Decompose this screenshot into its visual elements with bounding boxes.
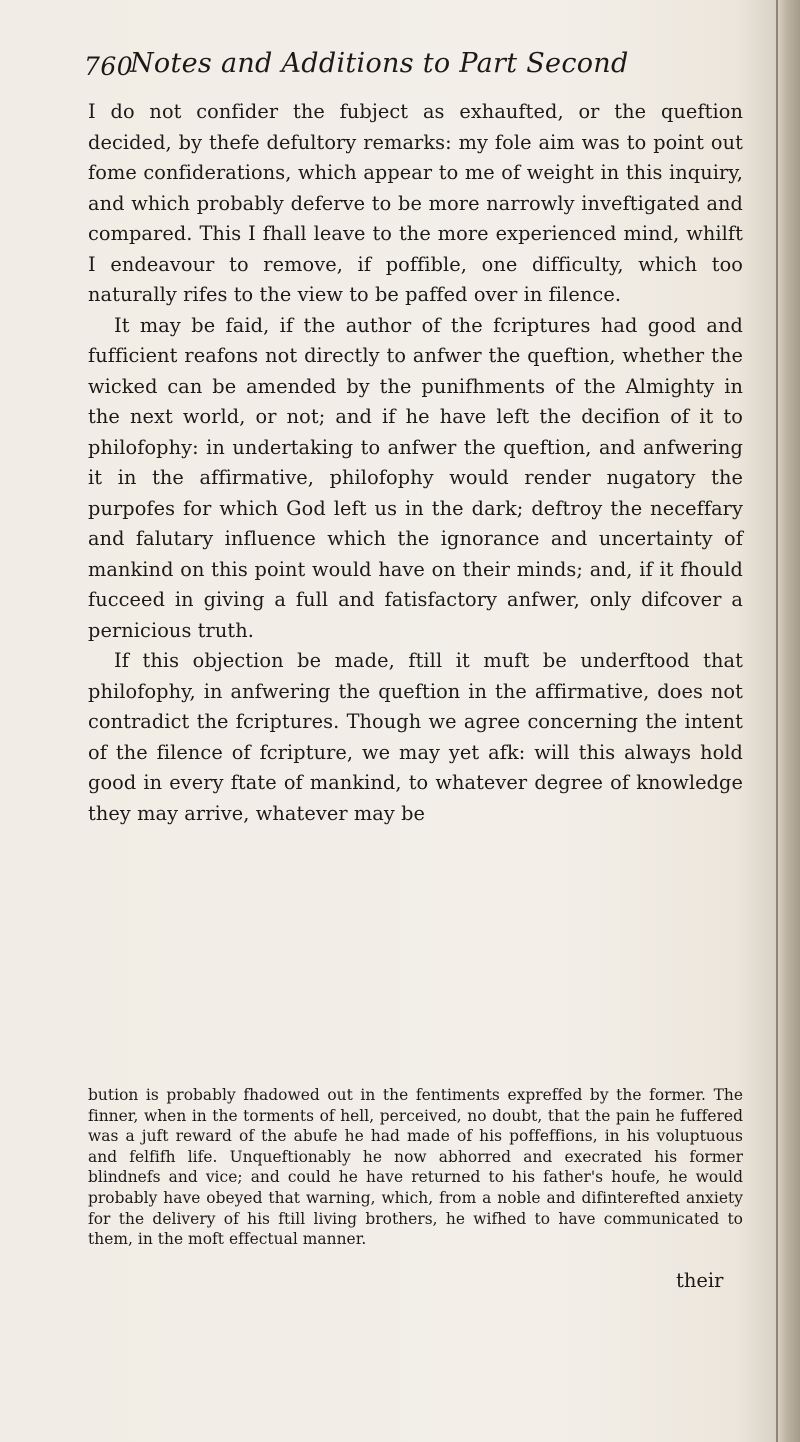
page-number: 760 bbox=[84, 52, 134, 81]
catchword: their bbox=[676, 1269, 724, 1292]
paragraph-1: I do not confider the fubject as exhaufted, or the queftion decided, by thefe defultory remarks: my fole aim was to point out fome confiderations, which appear to me of weight in this inquiry, and which probably deferve to be more narrowly inveftigated and compared. This I fhall leave to the more experienced mind, whilft I endeavour to remove, if poffible, one difficulty, which too naturally rifes to the view to be paffed over in filence. bbox=[88, 100, 743, 306]
main-text bbox=[88, 97, 743, 829]
paragraph-2: It may be faid, if the author of the fcriptures had good and fufficient reafons not directly to anfwer the queftion, whether the wicked can be amended by the punifhments of the Almighty in the next world, or not; and if he have left the decifion of it to philofophy: in undertaking to anfwer the queftion, and anfwering it in the affirmative, philofophy would render nugatory the purpofes for which God left us in the dark; deftroy the neceffary and falutary influence which the ignorance and uncertainty of mankind on this point would have on their minds; and, if it fhould fucceed in giving a full and fatisfactory anfwer, only difcover a pernicious truth. bbox=[88, 313, 743, 642]
page-edge-shadow bbox=[776, 0, 800, 1442]
running-head: Notes and Additions to Part Second bbox=[130, 48, 629, 79]
footnote-text: bution is probably fhadowed out in the fentiments expreffed by the former. The finner, when in the torments of hell, perceived, no doubt, that the pain he fuffered was a juft reward of the abufe he had made of his poffeffions, in his voluptuous and felfifh life. Unqueftionably he now abhorred and execrated his former blindnefs and vice; and could he have returned to his father's houfe, he would probably have obeyed that warning, which, from a noble and difinterefted anxiety for the delivery of his ftill living brothers, he wifhed to have communicated to them, in the moft effectual manner. bbox=[88, 1086, 743, 1249]
page-header bbox=[84, 48, 744, 88]
footnote bbox=[88, 1085, 743, 1250]
paragraph-3: If this objection be made, ftill it muft be underftood that philofophy, in anfwering the queftion in the affirmative, does not contradict the fcriptures. Though we agree concerning the intent of the filence of fcripture, we may yet afk: will this always hold good in every ftate of mankind, to whatever degree of knowledge they may arrive, whatever may be bbox=[88, 649, 743, 825]
